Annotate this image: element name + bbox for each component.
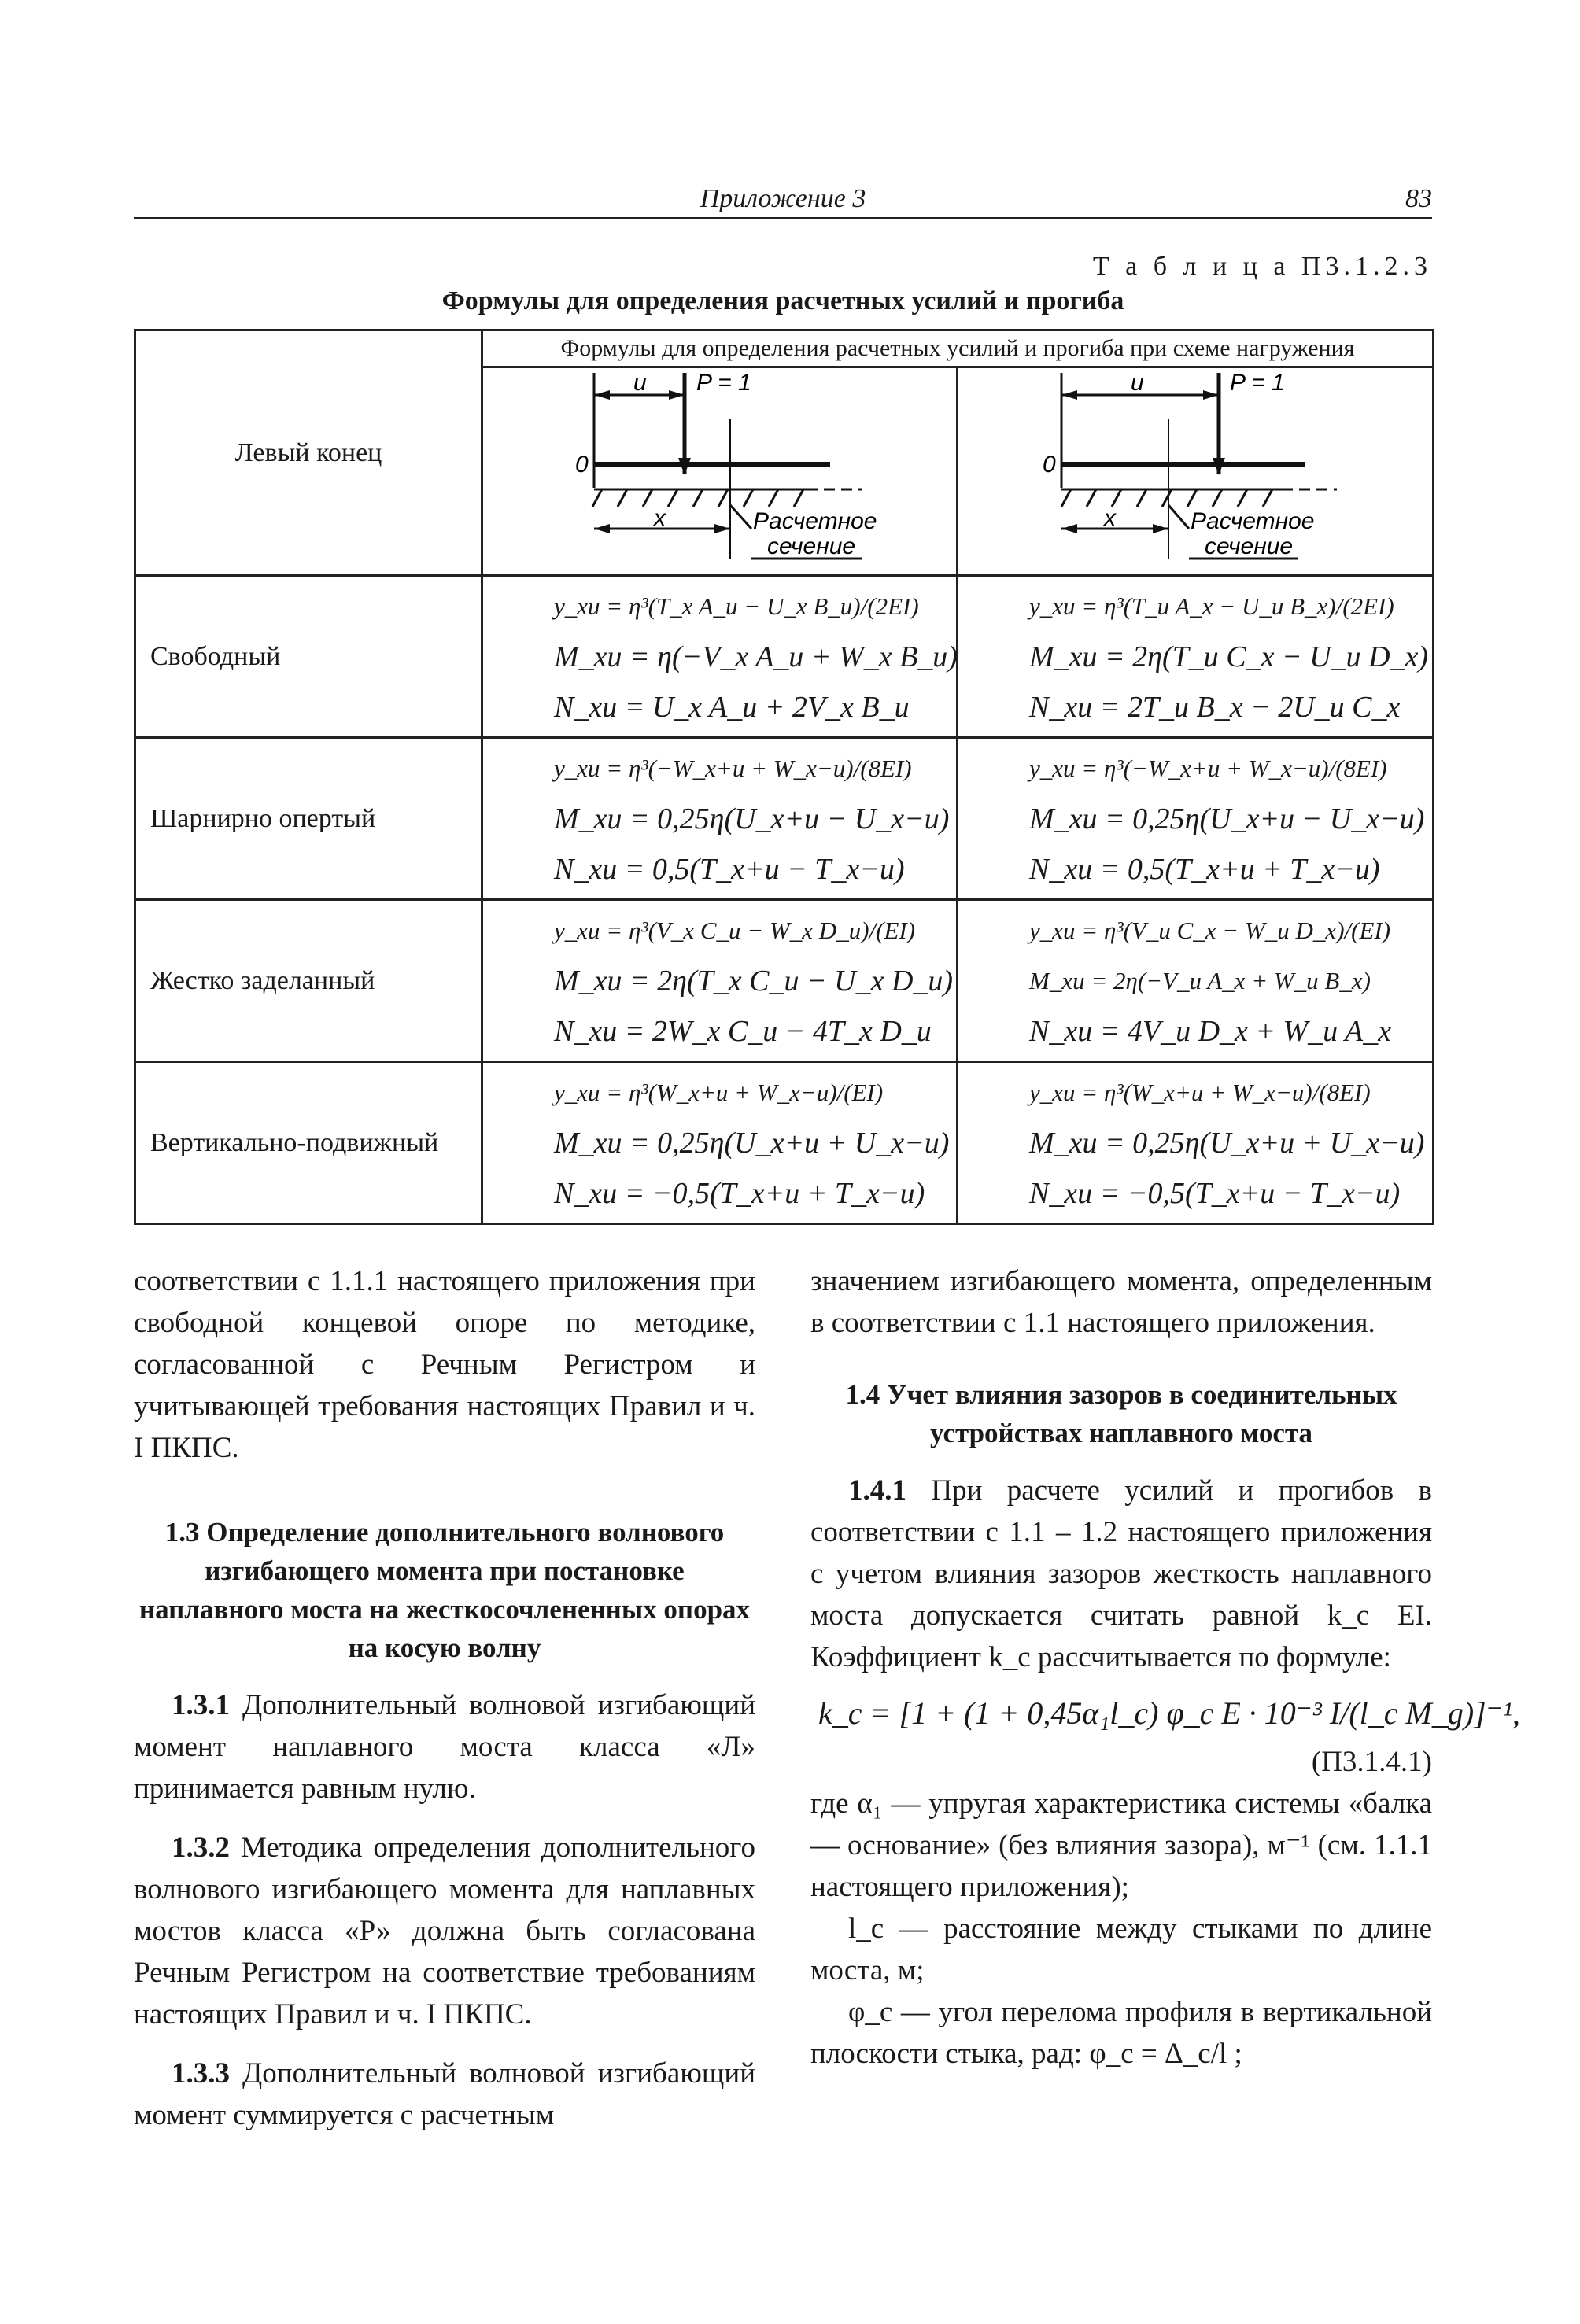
paragraph-1-4-1	[810, 1470, 1432, 1678]
beam-diagram-1	[500, 371, 940, 568]
formula-cell	[482, 738, 958, 900]
deflection-formula: y_xu = η³(−W_x+u + W_x−u)/(8EI)	[554, 754, 912, 782]
left-end-header: Левый конец	[135, 330, 482, 576]
moment-formula: M_xu = 2η(T_u C_x − U_u D_x)	[1029, 640, 1429, 673]
formula-cell	[958, 576, 1434, 738]
moment-formula: M_xu = 0,25η(U_x+u + U_x−u)	[1029, 1126, 1425, 1160]
deflection-formula: y_xu = η³(−W_x+u + W_x−u)/(8EI)	[1029, 754, 1387, 782]
running-title: Приложение 3	[700, 184, 866, 213]
section-label-2: сечение	[1205, 533, 1294, 559]
row-name: Свободный	[135, 576, 482, 738]
deflection-formula: y_xu = η³(V_x C_u − W_x D_u)/(EI)	[554, 916, 916, 944]
formula-cell	[482, 576, 958, 738]
section-label-2: сечение	[766, 533, 855, 559]
deflection-formula: y_xu = η³(W_x+u + W_x−u)/(EI)	[554, 1078, 884, 1106]
table-number: Т а б л и ц а П3.1.2.3	[1092, 252, 1432, 281]
formulas-table	[134, 329, 1434, 1225]
moment-formula: M_xu = 0,25η(U_x+u − U_x−u)	[1029, 802, 1425, 836]
equation-number: (П3.1.4.1)	[1311, 1746, 1432, 1778]
loading-scheme-2	[958, 367, 1434, 576]
page-number: 83	[1405, 184, 1432, 213]
origin-label: 0	[1043, 451, 1056, 478]
deflection-formula: y_xu = η³(W_x+u + W_x−u)/(8EI)	[1029, 1078, 1371, 1106]
row-name: Жестко заделанный	[135, 900, 482, 1062]
paragraph: значением изгибающего момента, определенным в соответствии с 1.1 настоящего приложения.	[810, 1265, 1432, 1339]
formula-cell	[482, 1062, 958, 1224]
origin-label: 0	[574, 451, 589, 478]
where-lc: l_c — расстояние между стыками по длине моста, м;	[810, 1913, 1432, 1986]
moment-formula: M_xu = 0,25η(U_x+u + U_x−u)	[554, 1126, 950, 1160]
page-header	[134, 183, 1432, 219]
shear-formula: N_xu = −0,5(T_x+u + T_x−u)	[554, 1176, 925, 1210]
formula-cell	[958, 738, 1434, 900]
moment-formula: M_xu = 2η(T_x C_u − U_x D_u)	[554, 964, 954, 998]
table-row	[135, 1062, 1434, 1224]
load-label: P = 1	[1230, 371, 1285, 396]
shear-formula: N_xu = 2T_u B_x − 2U_u C_x	[1029, 690, 1401, 724]
table-row	[135, 576, 1434, 738]
section-label-1: Расчетное	[752, 507, 877, 534]
section-heading-1-4: 1.4 Учет влияния зазоров в соединительных устройствах наплавного моста	[845, 1379, 1397, 1448]
formula-cell	[482, 900, 958, 1062]
where-phi: φ_c — угол перелома профиля в вертикальной плоскости стыка, рад: φ_c = Δ_c/l ;	[810, 1996, 1432, 2070]
load-label: P = 1	[696, 371, 751, 396]
columns-caption: Формулы для определения расчетных усилий и прогиба при схеме нагружения	[482, 330, 1434, 367]
shear-formula: N_xu = U_x A_u + 2V_x B_u	[554, 690, 910, 724]
row-name: Шарнирно опертый	[135, 738, 482, 900]
shear-formula: N_xu = 0,5(T_x+u − T_x−u)	[554, 852, 905, 886]
shear-formula: N_xu = −0,5(T_x+u − T_x−u)	[1029, 1176, 1401, 1210]
formula-cell	[958, 1062, 1434, 1224]
moment-formula: M_xu = η(−V_x A_u + W_x B_u)	[554, 640, 958, 673]
clause-text: При расчете усилий и прогибов в соответствии с 1.1 – 1.2 настоящего приложения с учетом влияния зазоров жесткость наплавного моста допускается считать равной k_c EI. Коэффициент k_c рассчитывается по формуле:	[810, 1474, 1432, 1673]
clause-text: Дополнительный волновой изгибающий момент наплавного моста класса «Л» принимается равным нулю.	[134, 1689, 755, 1805]
deflection-formula: y_xu = η³(V_u C_x − W_u D_x)/(EI)	[1029, 916, 1391, 944]
loading-scheme-1	[482, 367, 958, 576]
moment-formula: M_xu = 0,25η(U_x+u − U_x−u)	[554, 802, 950, 836]
x-label: x	[1104, 504, 1116, 531]
section-heading-1-3: 1.3 Определение дополнительного волнового изгибающего момента при постановке наплавного моста на жесткосочлененных опорах на косую волну	[138, 1517, 751, 1663]
paragraph-1-3-2	[134, 1827, 755, 2035]
table-row	[135, 738, 1434, 900]
deflection-formula: y_xu = η³(T_u A_x − U_u B_x)/(2EI)	[1029, 592, 1394, 620]
paragraph-1-3-1	[134, 1684, 755, 1809]
clause-text: Дополнительный волновой изгибающий момент суммируется с расчетным	[134, 2057, 755, 2131]
x-label: x	[653, 504, 666, 531]
formula-kc: k_c = [1 + (1 + 0,45α₁l_c) φ_c E · 10⁻³ I/(l_c M_g)]⁻¹,	[818, 1695, 1520, 1731]
shear-formula: N_xu = 4V_u D_x + W_u A_x	[1029, 1014, 1392, 1048]
clause-number: 1.3.3	[172, 2057, 230, 2090]
where-alpha: где α₁ — упругая характеристика системы «балка — основание» (без влияния зазора), м⁻¹ (см. 1.1.1 настоящего приложения);	[810, 1787, 1432, 1903]
shear-formula: N_xu = 2W_x C_u − 4T_x D_u	[554, 1014, 932, 1048]
clause-number: 1.4.1	[848, 1474, 906, 1507]
u-label: u	[633, 371, 647, 396]
deflection-formula: y_xu = η³(T_x A_u − U_x B_u)/(2EI)	[554, 592, 919, 620]
clause-number: 1.3.1	[172, 1689, 230, 1721]
clause-number: 1.3.2	[172, 1832, 230, 1864]
section-label-1: Расчетное	[1191, 507, 1315, 534]
formula-cell	[958, 900, 1434, 1062]
clause-text: Методика определения дополнительного волнового изгибающего момента для наплавных мостов класса «Р» должна быть согласована Речным Регистром на соответствие требованиям настоящих Правил и ч. I ПКПС.	[134, 1832, 755, 2031]
row-name: Вертикально-подвижный	[135, 1062, 482, 1224]
paragraph-1-3-3	[134, 2053, 755, 2136]
shear-formula: N_xu = 0,5(T_x+u + T_x−u)	[1029, 852, 1380, 886]
table-title: Формулы для определения расчетных усилий и прогиба	[441, 286, 1124, 315]
beam-diagram-2	[975, 371, 1416, 568]
left-column	[134, 1260, 755, 2136]
table-row	[135, 900, 1434, 1062]
paragraph: соответствии с 1.1.1 настоящего приложения при свободной концевой опоре по методике, согласованной с Речным Регистром и учитывающей требования настоящих Правил и ч. I ПКПС.	[134, 1265, 755, 1464]
u-label: u	[1131, 371, 1144, 396]
right-column	[810, 1260, 1520, 2075]
moment-formula: M_xu = 2η(−V_u A_x + W_u B_x)	[1029, 966, 1371, 994]
